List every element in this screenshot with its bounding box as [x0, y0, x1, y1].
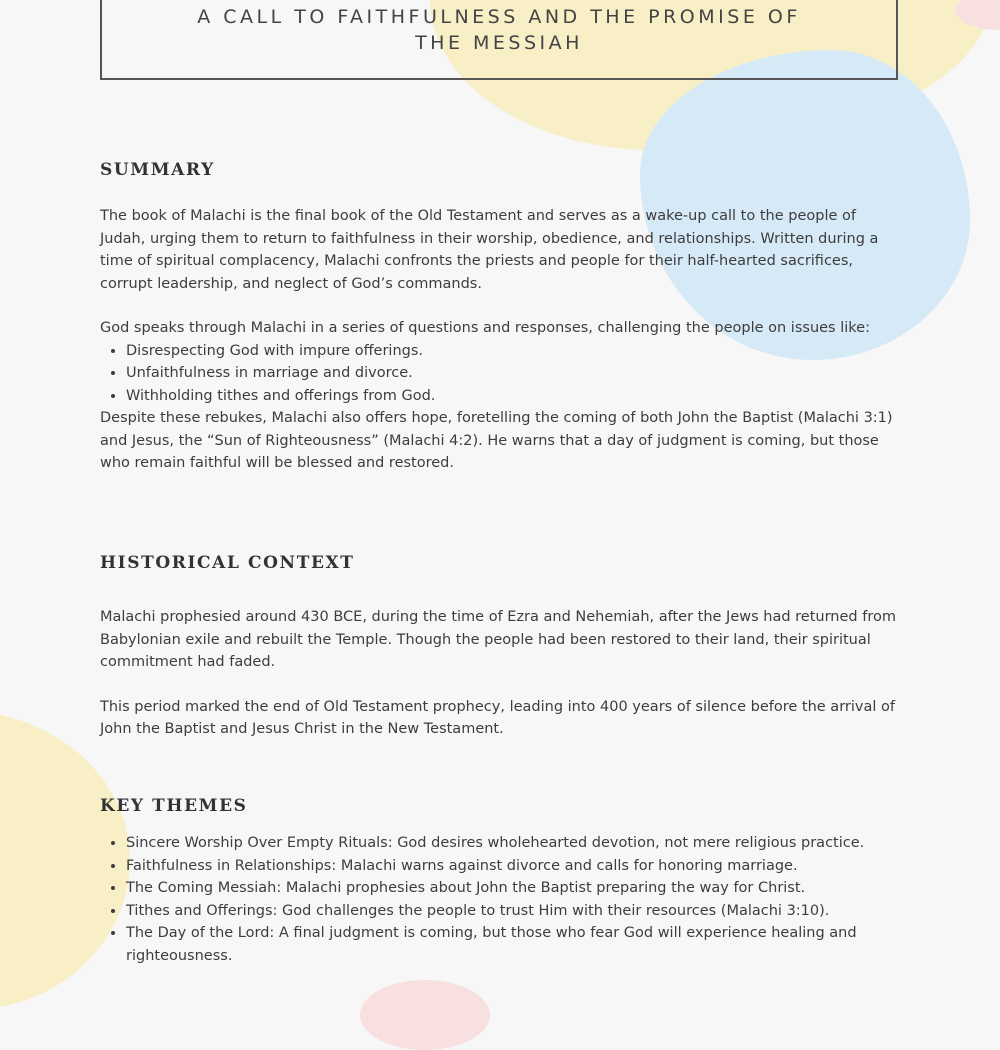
- historical-paragraph-2: This period marked the end of Old Testament prophecy, leading into 400 years of silence before the arrival of John the Baptist and Jesus Christ in the New Testament.: [100, 698, 895, 737]
- summary-paragraph-2: God speaks through Malachi in a series of questions and responses, challenging the people on issues like:: [100, 320, 870, 336]
- historical-context-section: [100, 553, 900, 741]
- list-item: • The Coming Messiah: Malachi prophesies about John the Baptist preparing the way for Christ.: [126, 877, 900, 900]
- list-item: • Disrespecting God with impure offerings.: [126, 340, 900, 363]
- historical-paragraph-1: Malachi prophesied around 430 BCE, during the time of Ezra and Nehemiah, after the Jews had returned from Babylonian exile and rebuilt the Temple. Though the people had been restored to their land, their spiritual commitment had faded.: [100, 609, 896, 670]
- key-themes-heading: KEY THEMES: [100, 796, 248, 816]
- page-title: A CALL TO FAITHFULNESS AND THE PROMISE OF THE MESSIAH: [197, 6, 801, 54]
- key-themes-list: [100, 832, 900, 967]
- list-item: • Tithes and Offerings: God challenges the people to trust Him with their resources (Malachi 3:10).: [126, 900, 900, 923]
- list-item: • Sincere Worship Over Empty Rituals: God desires wholehearted devotion, not mere religious practice.: [126, 832, 900, 855]
- decor-blob-pink-bottom: [360, 980, 490, 1050]
- list-item: • Withholding tithes and offerings from God.: [126, 385, 900, 408]
- summary-paragraph-3: Despite these rebukes, Malachi also offers hope, foretelling the coming of both John the Baptist (Malachi 3:1) and Jesus, the “Sun of Righteousness” (Malachi 4:2). He warns that a day of judgment is coming, but those who remain faithful will be blessed and restored.: [100, 410, 893, 471]
- list-item: • The Day of the Lord: A final judgment is coming, but those who fear God will experience healing and righteousness.: [126, 922, 900, 967]
- summary-section: [100, 160, 900, 475]
- title-box: [100, 0, 898, 80]
- summary-heading: SUMMARY: [100, 160, 215, 180]
- summary-paragraph-1: The book of Malachi is the final book of the Old Testament and serves as a wake-up call to the people of Judah, urging them to return to faithfulness in their worship, obedience, and relationships. Written during a time of spiritual complacency, Malachi confronts the priests and people for their half-hearted sacrifices, corrupt leadership, and neglect of God’s commands.: [100, 208, 879, 292]
- key-themes-section: [100, 796, 900, 967]
- list-item: • Faithfulness in Relationships: Malachi warns against divorce and calls for honoring marriage.: [126, 855, 900, 878]
- list-item: • Unfaithfulness in marriage and divorce.: [126, 362, 900, 385]
- summary-bullet-list: [100, 340, 900, 408]
- historical-context-heading: HISTORICAL CONTEXT: [100, 553, 355, 573]
